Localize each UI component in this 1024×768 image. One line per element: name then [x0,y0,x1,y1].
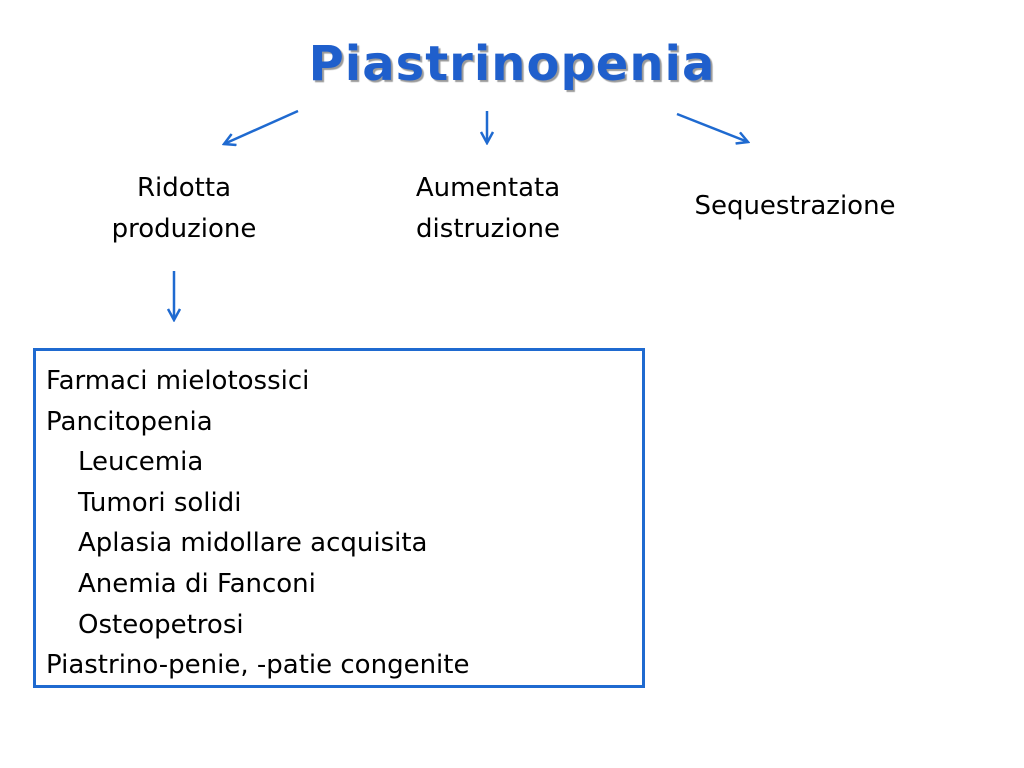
arrow-to-ridotta [224,111,298,144]
box-item-congenite: Piastrino-penie, -patie congenite [46,650,470,681]
box-subitem-aplasia: Aplasia midollare acquisita [78,528,428,559]
box-subitem-tumori: Tumori solidi [78,487,242,518]
node-line: Aumentata [415,173,561,203]
box-item-farmaci: Farmaci mielotossici [46,366,310,396]
box-subitem-leucemia: Leucemia [78,447,204,478]
node-line: distruzione [416,214,560,244]
diagram-title: Piastrinopenia [308,36,716,92]
box-subitem-osteopetrosi: Osteopetrosi [78,609,244,640]
node-sequestrazione [650,186,940,227]
node-ridotta-produzione [74,168,294,250]
node-line: Sequestrazione [694,191,896,221]
box-item-pancitopenia: Pancitopenia [46,406,213,437]
box-subitem-fanconi: Anemia di Fanconi [78,568,316,599]
node-line: Ridotta [136,173,232,203]
node-aumentata-distruzione [378,168,598,250]
causes-box [33,348,645,688]
node-line: produzione [111,214,257,244]
arrow-to-sequestrazione [677,114,748,142]
